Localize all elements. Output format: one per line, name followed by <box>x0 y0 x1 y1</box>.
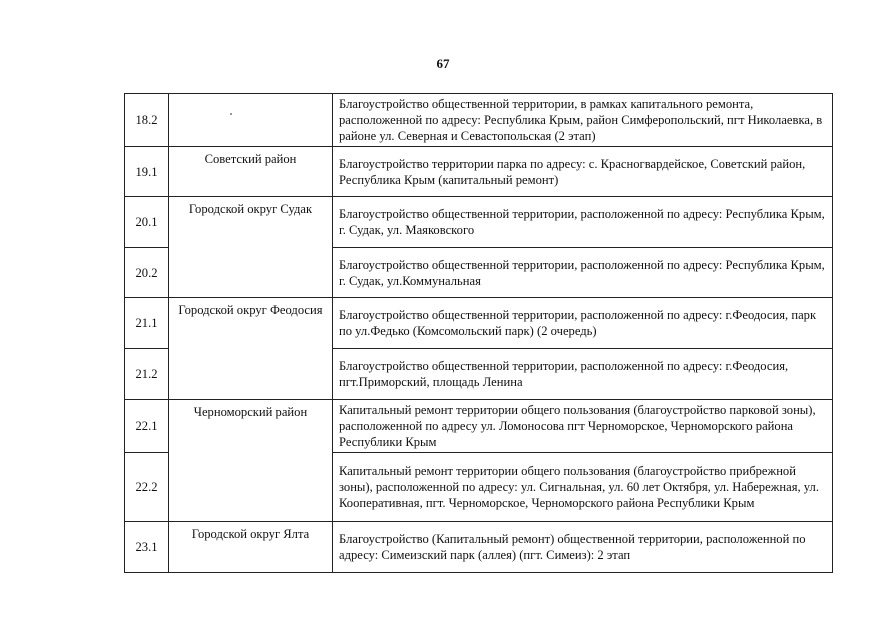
object-description: Благоустройство общественной территории, расположенной по адресу: г.Феодосия, парк по ул.Федько (Комсомольский парк) (2 очередь) <box>333 298 833 349</box>
table-row <box>125 522 833 573</box>
district-cell: Городской округ Феодосия <box>169 298 333 400</box>
row-number: 21.1 <box>125 298 169 349</box>
district-cell: Советский район <box>169 147 333 197</box>
object-description: Благоустройство общественной территории, расположенной по адресу: Республика Крым, г. Судак, ул. Маяковского <box>333 197 833 248</box>
district-cell: Городской округ Судак <box>169 197 333 298</box>
object-description: Капитальный ремонт территории общего пользования (благоустройство прибрежной зоны), расположенной по адресу: ул. Сигнальная, ул. 60 лет Октября, ул. Набережная, ул. Кооперативная, пгт. Черноморское, Черноморского района Республики Крым <box>333 453 833 522</box>
row-number: 18.2 <box>125 94 169 147</box>
table-row <box>125 94 833 147</box>
registry-table <box>124 93 833 573</box>
object-description: Благоустройство территории парка по адресу: с. Красногвардейское, Советский район, Республика Крым (капитальный ремонт) <box>333 147 833 197</box>
row-number: 20.2 <box>125 248 169 298</box>
row-number: 22.1 <box>125 400 169 453</box>
row-number: 23.1 <box>125 522 169 573</box>
row-number: 20.1 <box>125 197 169 248</box>
district-cell: Городской округ Ялта <box>169 522 333 573</box>
table-row <box>125 147 833 197</box>
page-number: 67 <box>436 56 450 71</box>
table-row <box>125 298 833 349</box>
object-description: Благоустройство (Капитальный ремонт) общественной территории, расположенной по адресу: Симеизский парк (аллея) (пгт. Симеиз): 2 этап <box>333 522 833 573</box>
table-row <box>125 197 833 248</box>
district-cell <box>169 94 333 147</box>
district-cell: Черноморский район <box>169 400 333 522</box>
object-description: Капитальный ремонт территории общего пользования (благоустройство парковой зоны), расположенной по адресу ул. Ломоносова пгт Черноморское, Черноморского района Республики Крым <box>333 400 833 453</box>
row-number: 22.2 <box>125 453 169 522</box>
row-number: 21.2 <box>125 349 169 400</box>
table-row <box>125 400 833 453</box>
object-description: Благоустройство общественной территории, в рамках капитального ремонта, расположенной по адресу: Республика Крым, район Симферопольский, пгт Николаевка, в районе ул. Северная и Севастопольская (2 этап) <box>333 94 833 147</box>
object-description: Благоустройство общественной территории, расположенной по адресу: г.Феодосия, пгт.Приморский, площадь Ленина <box>333 349 833 400</box>
row-number: 19.1 <box>125 147 169 197</box>
object-description: Благоустройство общественной территории, расположенной по адресу: Республика Крым, г. Судак, ул.Коммунальная <box>333 248 833 298</box>
